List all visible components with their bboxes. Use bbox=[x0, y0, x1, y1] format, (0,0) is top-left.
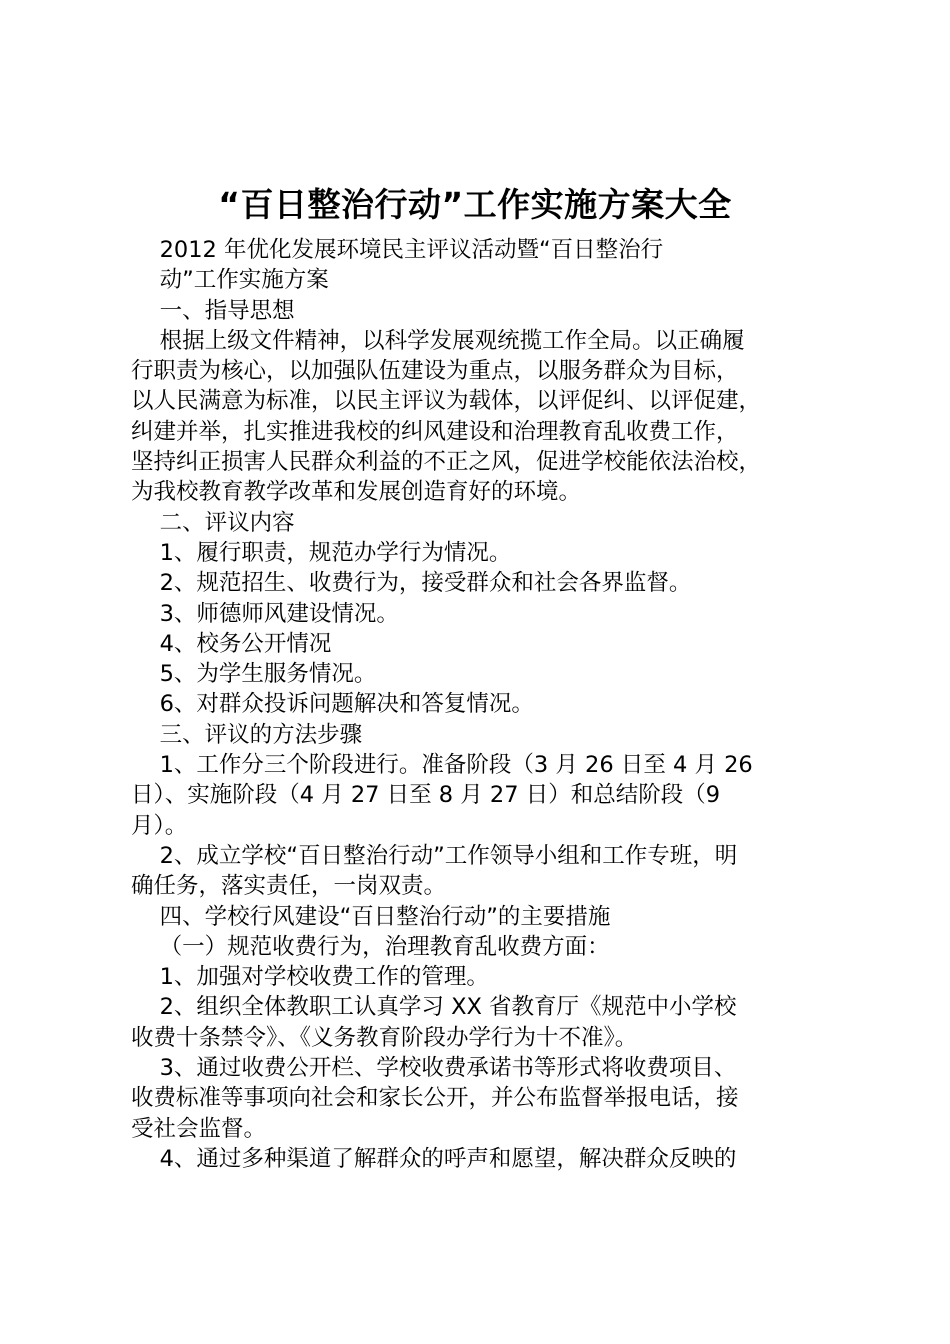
list-item: 5、为学生服务情况。 bbox=[131, 661, 377, 688]
text-line: 收费十条禁令》、《义务教育阶段办学行为十不准》。 bbox=[131, 1024, 638, 1051]
section-heading: 二、评议内容 bbox=[131, 509, 295, 536]
text-line: 以人民满意为标准，以民主评议为载体，以评促纠、以评促建， bbox=[131, 388, 762, 415]
list-item: 3、师德师风建设情况。 bbox=[131, 600, 399, 627]
text-line: 日）、实施阶段（4 月 27 日至 8 月 27 日）和总结阶段（9 bbox=[131, 782, 721, 809]
section-heading: 一、指导思想 bbox=[131, 297, 295, 324]
document-body bbox=[131, 235, 845, 1174]
text-line: 月）。 bbox=[131, 812, 188, 839]
list-item: 1、加强对学校收费工作的管理。 bbox=[131, 964, 489, 991]
text-line: 为我校教育教学改革和发展创造育好的环境。 bbox=[131, 479, 582, 506]
section-heading: 三、评议的方法步骤 bbox=[131, 721, 363, 748]
text-line: 收费标准等事项向社会和家长公开，并公布监督举报电话，接 bbox=[131, 1085, 739, 1112]
text-line: 根据上级文件精神，以科学发展观统揽工作全局。以正确履 bbox=[131, 327, 745, 354]
list-item: 3、通过收费公开栏、学校收费承诺书等形式将收费项目、 bbox=[131, 1055, 737, 1082]
list-item: 4、通过多种渠道了解群众的呼声和愿望，解决群众反映的 bbox=[131, 1145, 737, 1172]
list-item: 4、校务公开情况 bbox=[131, 630, 332, 657]
section-heading: 四、学校行风建设“百日整治行动”的主要措施 bbox=[131, 903, 611, 930]
text-line: 坚持纠正损害人民群众利益的不正之风，促进学校能依法治校， bbox=[131, 449, 762, 476]
list-item: 2、组织全体教职工认真学习 XX 省教育厅《规范中小学校 bbox=[131, 994, 737, 1021]
list-item: 6、对群众投诉问题解决和答复情况。 bbox=[131, 691, 534, 718]
text-line: 2012 年优化发展环境民主评议活动暨“百日整治行 bbox=[131, 237, 664, 263]
list-item: 1、工作分三个阶段进行。准备阶段（3 月 26 日至 4 月 26 bbox=[131, 752, 753, 779]
text-line: 确任务，落实责任，一岗双责。 bbox=[131, 873, 447, 900]
list-item: 1、履行职责，规范办学行为情况。 bbox=[131, 539, 512, 566]
text-line: 受社会监督。 bbox=[131, 1115, 267, 1142]
list-item: 2、规范招生、收费行为，接受群众和社会各界监督。 bbox=[131, 570, 692, 597]
text-line: 行职责为核心，以加强队伍建设为重点，以服务群众为目标， bbox=[131, 358, 739, 385]
text-line: 动”工作实施方案 bbox=[131, 267, 329, 294]
subsection-heading: （一）规范收费行为，治理教育乱收费方面： bbox=[131, 933, 610, 960]
text-line: 纠建并举，扎实推进我校的纠风建设和治理教育乱收费工作， bbox=[131, 418, 739, 445]
document-title: “百日整治行动”工作实施方案大全 bbox=[218, 185, 732, 224]
list-item: 2、成立学校“百日整治行动”工作领导小组和工作专班，明 bbox=[131, 842, 738, 869]
